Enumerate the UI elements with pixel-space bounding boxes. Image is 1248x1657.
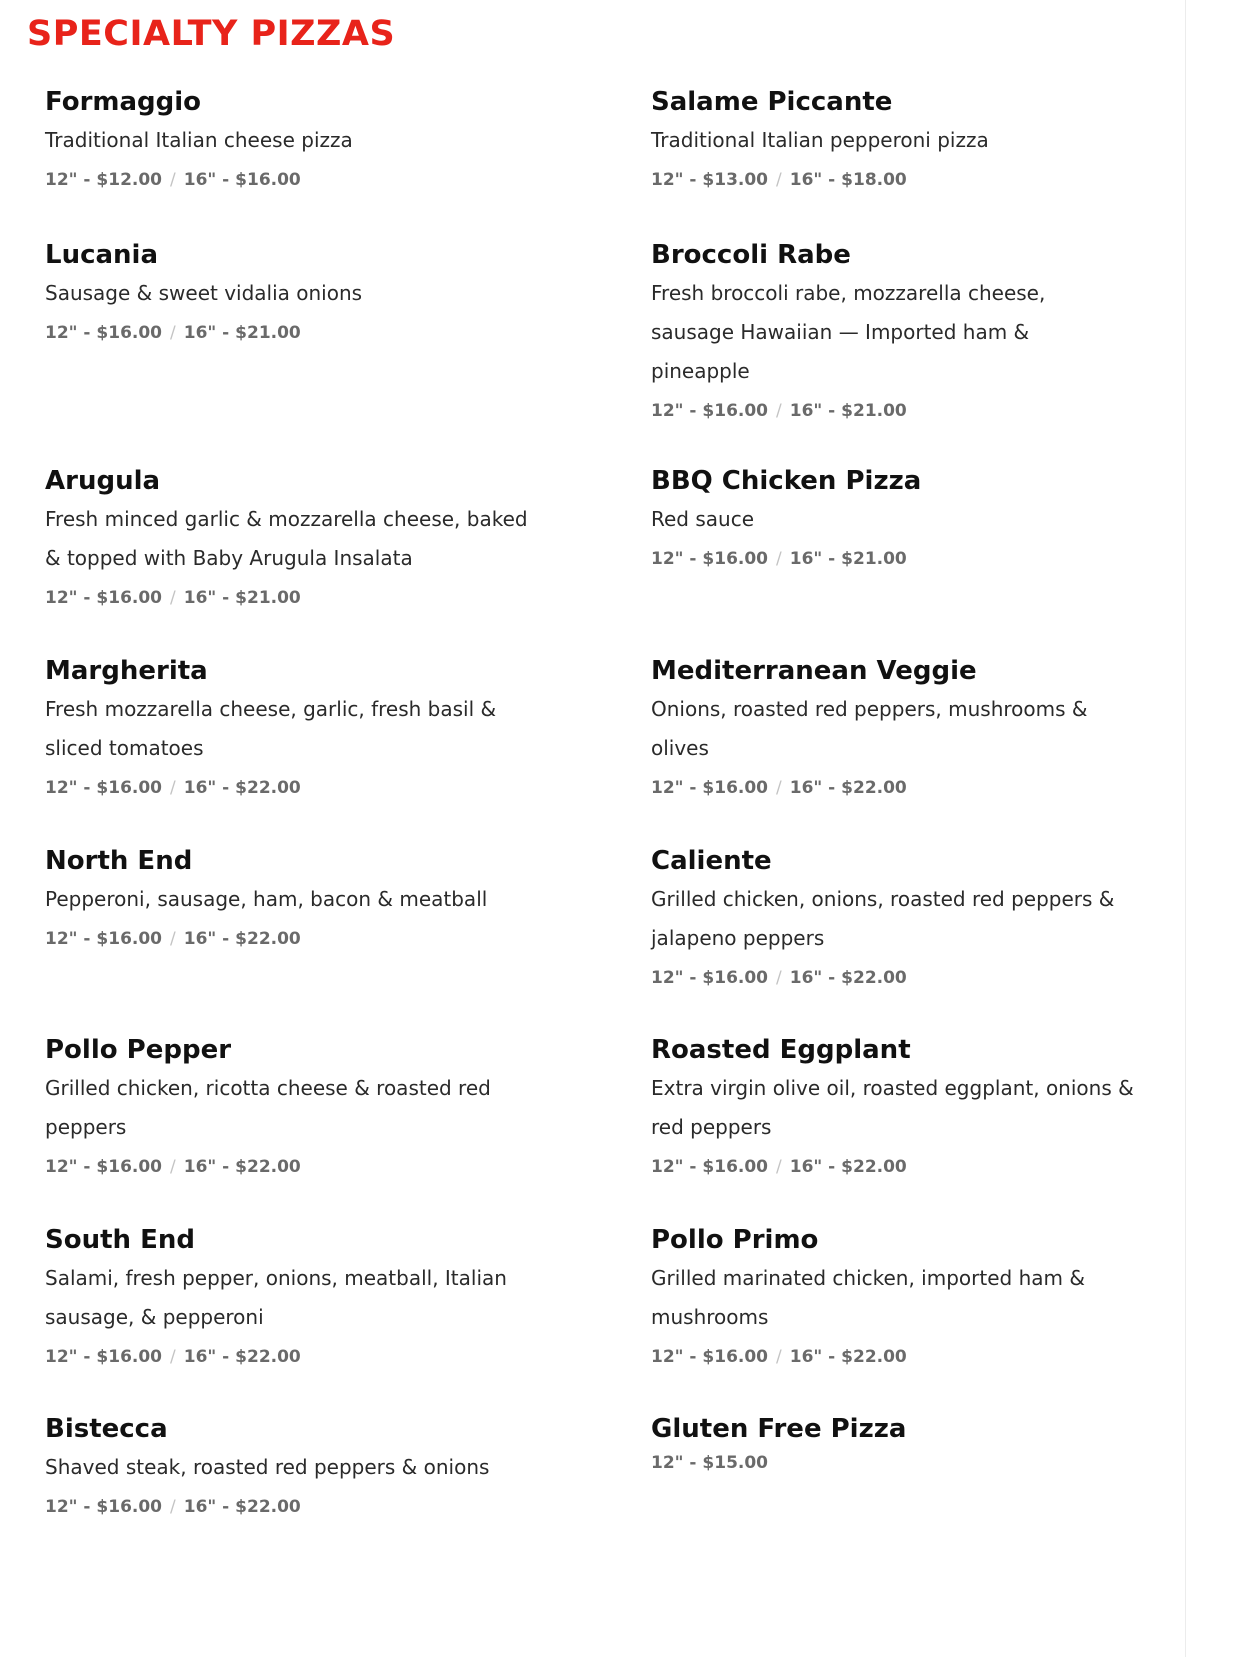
menu-item — [651, 1224, 1211, 1369]
menu-item — [651, 239, 1211, 423]
item-prices — [651, 168, 1211, 192]
page-title: SPECIALTY PIZZAS — [27, 14, 396, 54]
item-description: Shaved steak, roasted red peppers & onions — [45, 1455, 490, 1479]
price-12: 12" - $16.00 — [45, 1497, 163, 1517]
item-description: Traditional Italian pepperoni pizza — [651, 128, 989, 152]
item-name: Broccoli Rabe — [651, 240, 851, 270]
item-name: Bistecca — [45, 1414, 168, 1444]
price-16: 16" - $16.00 — [183, 170, 301, 190]
price-separator: / — [776, 968, 782, 988]
price-separator: / — [170, 170, 176, 190]
price-12: 12" - $16.00 — [45, 323, 163, 343]
item-name: BBQ Chicken Pizza — [651, 466, 922, 496]
item-name: Pollo Pepper — [45, 1035, 232, 1065]
menu-item — [45, 239, 605, 345]
price-16: 16" - $22.00 — [789, 1347, 907, 1367]
item-name: Mediterranean Veggie — [651, 656, 977, 686]
price-separator: / — [776, 401, 782, 421]
price-separator: / — [776, 778, 782, 798]
menu-item — [651, 465, 1211, 571]
price-12: 12" - $16.00 — [651, 1157, 769, 1177]
price-16: 16" - $21.00 — [789, 549, 907, 569]
price-16: 16" - $22.00 — [183, 1347, 301, 1367]
item-description: Fresh broccoli rabe, mozzarella cheese, sausage Hawaiian — Imported ham & pineapple — [651, 281, 1046, 383]
price-16: 16" - $22.00 — [183, 778, 301, 798]
item-prices — [45, 776, 605, 800]
price-separator: / — [776, 170, 782, 190]
price-separator: / — [170, 323, 176, 343]
price-12: 12" - $13.00 — [651, 170, 769, 190]
menu-item — [651, 1034, 1211, 1179]
item-prices — [45, 1495, 605, 1519]
item-name: Formaggio — [45, 87, 202, 117]
price-16: 16" - $21.00 — [183, 588, 301, 608]
price-separator: / — [170, 1497, 176, 1517]
item-name: Salame Piccante — [651, 87, 893, 117]
menu-item — [45, 655, 605, 800]
price-separator: / — [776, 549, 782, 569]
price-16: 16" - $22.00 — [789, 778, 907, 798]
price-16: 16" - $21.00 — [789, 401, 907, 421]
item-name: Margherita — [45, 656, 208, 686]
price-16: 16" - $18.00 — [789, 170, 907, 190]
price-separator: / — [776, 1157, 782, 1177]
price-16: 16" - $22.00 — [789, 968, 907, 988]
item-prices — [45, 168, 605, 192]
price-12: 12" - $16.00 — [45, 778, 163, 798]
item-description: Fresh mozzarella cheese, garlic, fresh basil & sliced tomatoes — [45, 697, 497, 760]
item-prices — [651, 399, 1211, 423]
price-separator: / — [170, 778, 176, 798]
item-description: Grilled marinated chicken, imported ham & mushrooms — [651, 1266, 1085, 1329]
item-name: North End — [45, 846, 193, 876]
menu-item — [45, 1413, 605, 1519]
menu-item — [45, 465, 605, 610]
menu-item — [651, 1413, 1211, 1475]
item-prices — [45, 1155, 605, 1179]
price-12: 12" - $12.00 — [45, 170, 163, 190]
item-description: Sausage & sweet vidalia onions — [45, 281, 363, 305]
item-name: South End — [45, 1225, 195, 1255]
price-16: 16" - $22.00 — [789, 1157, 907, 1177]
price-12: 12" - $16.00 — [651, 549, 769, 569]
item-prices — [651, 1345, 1211, 1369]
item-description: Red sauce — [651, 507, 755, 531]
price-12: 12" - $16.00 — [651, 1347, 769, 1367]
item-name: Pollo Primo — [651, 1225, 819, 1255]
price-12: 12" - $16.00 — [45, 929, 163, 949]
price-separator: / — [170, 1347, 176, 1367]
price-16: 16" - $21.00 — [183, 323, 301, 343]
item-name: Gluten Free Pizza — [651, 1414, 907, 1444]
item-prices — [45, 927, 605, 951]
price-12: 12" - $16.00 — [651, 778, 769, 798]
menu-item — [45, 1034, 605, 1179]
item-description: Grilled chicken, onions, roasted red peppers & jalapeno peppers — [651, 887, 1115, 950]
menu-item — [45, 1224, 605, 1369]
menu-item — [651, 655, 1211, 800]
item-name: Lucania — [45, 240, 159, 270]
item-prices — [651, 1451, 1211, 1475]
item-prices — [651, 1155, 1211, 1179]
price-16: 16" - $22.00 — [183, 1157, 301, 1177]
price-12: 12" - $15.00 — [651, 1453, 769, 1473]
item-description: Pepperoni, sausage, ham, bacon & meatball — [45, 887, 488, 911]
price-separator: / — [776, 1347, 782, 1367]
price-16: 16" - $22.00 — [183, 929, 301, 949]
price-separator: / — [170, 1157, 176, 1177]
menu-item — [651, 845, 1211, 990]
price-12: 12" - $16.00 — [651, 968, 769, 988]
menu-item — [651, 86, 1211, 192]
menu-item — [45, 86, 605, 192]
price-12: 12" - $16.00 — [45, 1157, 163, 1177]
item-description: Grilled chicken, ricotta cheese & roasted red peppers — [45, 1076, 491, 1139]
item-description: Fresh minced garlic & mozzarella cheese, baked & topped with Baby Arugula Insalata — [45, 507, 528, 570]
item-description: Onions, roasted red peppers, mushrooms & olives — [651, 697, 1088, 760]
price-separator: / — [170, 929, 176, 949]
item-prices — [651, 776, 1211, 800]
menu-item — [45, 845, 605, 951]
item-prices — [45, 586, 605, 610]
price-12: 12" - $16.00 — [45, 588, 163, 608]
item-description: Traditional Italian cheese pizza — [45, 128, 353, 152]
item-prices — [651, 966, 1211, 990]
item-name: Roasted Eggplant — [651, 1035, 911, 1065]
item-description: Extra virgin olive oil, roasted eggplant, onions & red peppers — [651, 1076, 1134, 1139]
price-separator: / — [170, 588, 176, 608]
item-name: Arugula — [45, 466, 161, 496]
item-name: Caliente — [651, 846, 772, 876]
item-description: Salami, fresh pepper, onions, meatball, Italian sausage, & pepperoni — [45, 1266, 507, 1329]
price-12: 12" - $16.00 — [45, 1347, 163, 1367]
item-prices — [45, 321, 605, 345]
item-prices — [45, 1345, 605, 1369]
price-16: 16" - $22.00 — [183, 1497, 301, 1517]
item-prices — [651, 547, 1211, 571]
price-12: 12" - $16.00 — [651, 401, 769, 421]
